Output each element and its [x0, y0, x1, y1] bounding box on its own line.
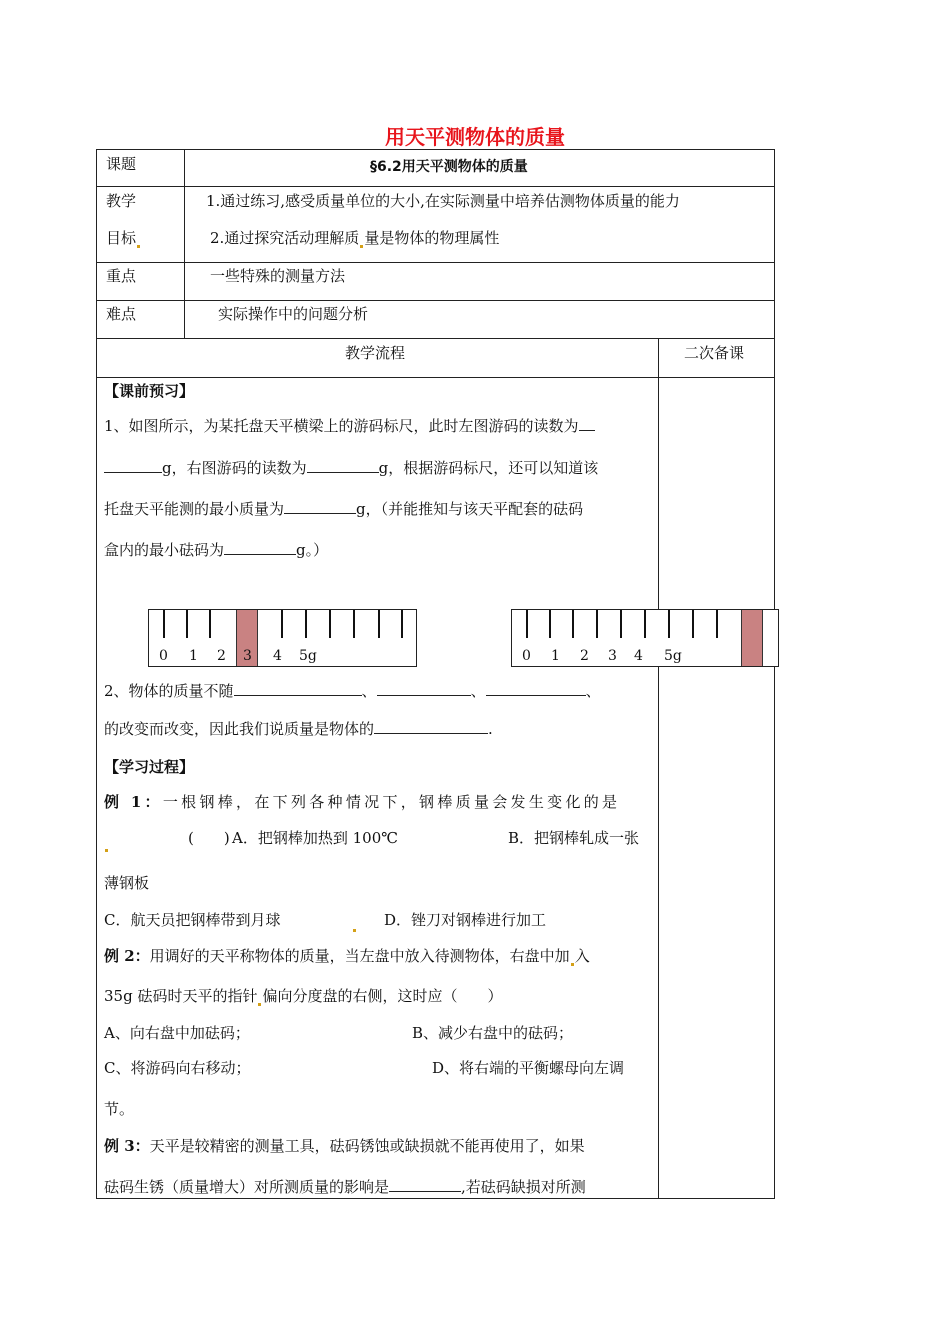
key-point-value: 一些特殊的测量方法: [210, 267, 346, 285]
q1-text-1: 1、如图所示，为某托盘天平横梁上的游码标尺，此时左图游码的读数为: [104, 417, 579, 435]
rider-scale-left: [148, 609, 417, 667]
ex2-line-1: [104, 946, 590, 966]
preview-heading: 【课前预习】: [104, 382, 195, 400]
q2-end: .: [488, 720, 493, 738]
goal-line-1: 1.通过练习,感受质量单位的大小,在实际测量中培养估测物体质量的能力: [206, 192, 680, 210]
ex2-option-c: C、将游码向右移动；: [104, 1059, 251, 1077]
difficulty-value: 实际操作中的问题分析: [218, 305, 369, 323]
ex2-line-2: [104, 986, 502, 1006]
ex2-text-b: 入: [574, 947, 590, 965]
label-column-divider: [184, 149, 185, 338]
q2-text-2: 的改变而改变，因此我们说质量是物体的: [104, 720, 375, 738]
goal-line-2a: 2.通过探究活动理解质: [210, 229, 360, 247]
ex1-paren: ( ): [188, 829, 230, 847]
goal-line-2: [210, 228, 499, 248]
answer-blank: [234, 681, 362, 696]
goal-label-text: 目标: [106, 229, 137, 247]
q2-separator: 、: [470, 682, 486, 700]
ex1-line-1: [104, 792, 620, 812]
scale-tick: [549, 610, 551, 638]
process-heading: 【学习过程】: [104, 758, 195, 776]
row-label-goal-1: 教学: [106, 192, 137, 210]
ex3-text-2a: 砝码生锈（质量增大）对所测质量的影响是: [104, 1178, 390, 1196]
ex1-mark: [104, 832, 109, 852]
scale-tick: [668, 610, 670, 638]
row-divider: [96, 300, 775, 301]
ex2-option-a: A、向右盘中加砝码；: [104, 1024, 250, 1042]
scale-label: 0: [159, 648, 168, 664]
row-divider: [96, 377, 775, 378]
ex2-text-2a: 35g 砝码时天平的指针: [104, 987, 258, 1005]
answer-blank: [104, 458, 162, 473]
scale-label: 5g: [664, 648, 682, 664]
scale-tick: [526, 610, 528, 638]
ex3-text-2b: ,若砝码缺损对所测: [461, 1178, 586, 1196]
ex1-option-d: D．锉刀对钢棒进行加工: [384, 911, 547, 929]
q2-line-2: [104, 719, 493, 739]
scale-tick: [644, 610, 646, 638]
ex1-label: 例 1：: [104, 793, 163, 811]
mark-dot: [137, 245, 140, 248]
q2-separator: 、: [585, 682, 601, 700]
scale-tick: [716, 610, 718, 638]
scale-label: 2: [217, 648, 226, 664]
ex3-text: 天平是较精密的测量工具，砝码锈蚀或缺损就不能再使用了，如果: [149, 1137, 585, 1155]
ex1-option-c: C．航天员把钢棒带到月球: [104, 911, 281, 929]
ex1-mark-2: [352, 912, 357, 932]
ex2-option-d-cont: 节。: [104, 1100, 135, 1118]
row-label-goal-2: [106, 228, 141, 248]
ex2-text-a: 用调好的天平称物体的质量，当左盘中放入待测物体，右盘中加: [149, 947, 570, 965]
answer-blank: [307, 458, 379, 473]
scale-tick: [692, 610, 694, 638]
scale-label: 3: [243, 648, 252, 664]
q1-text-3a: 托盘天平能测的最小质量为: [104, 500, 285, 518]
q1-line-3: [104, 499, 583, 519]
scale-label: 5g: [299, 648, 317, 664]
row-divider: [96, 262, 775, 263]
row-divider: [96, 338, 775, 339]
mark-dot: [360, 245, 363, 248]
scale-label: 4: [273, 648, 282, 664]
ex3-line-2: [104, 1177, 586, 1197]
scale-tick: [596, 610, 598, 638]
ex1-text: 一根钢棒，在下列各种情况下，钢棒质量会发生变化的是: [162, 793, 621, 811]
q1-text-3b: g，（并能推知与该天平配套的砝码: [356, 500, 584, 518]
row-divider: [96, 186, 775, 187]
q2-line-1: [104, 681, 601, 701]
ex2-label: 例 2：: [104, 947, 150, 965]
answer-blank: [284, 499, 356, 514]
rider-scale-right: [511, 609, 779, 667]
scale-label: 1: [551, 648, 560, 664]
q1-text-4a: 盒内的最小砝码为: [104, 541, 225, 559]
ex3-label: 例 3：: [104, 1137, 150, 1155]
q1-text-4b: g。）: [296, 541, 329, 559]
page-title: 用天平测物体的质量: [385, 125, 565, 149]
ex2-option-d: D、将右端的平衡螺母向左调: [432, 1059, 625, 1077]
q1-text-2b: g，根据游码标尺，还可以知道该: [378, 459, 599, 477]
scale-tick: [163, 610, 165, 638]
rider-slider-right: [741, 610, 763, 666]
q1-line-4: [104, 540, 328, 560]
answer-blank: [374, 719, 488, 734]
scale-tick: [329, 610, 331, 638]
answer-blank: [389, 1177, 461, 1192]
scale-label: 0: [522, 648, 531, 664]
scale-tick: [620, 610, 622, 638]
table-bottom-border: [96, 1198, 775, 1199]
ex2-option-b: B、减少右盘中的砝码；: [412, 1024, 574, 1042]
flow-header: 教学流程: [345, 344, 406, 362]
revision-header: 二次备课: [684, 344, 745, 362]
answer-blank: [224, 540, 296, 555]
topic-value: §6.2用天平测物体的质量: [370, 159, 528, 175]
q2-text-1: 2、物体的质量不随: [104, 682, 234, 700]
ex2-text-2b: 偏向分度盘的右侧，这时应（ ）: [262, 987, 503, 1005]
scale-label: 4: [634, 648, 643, 664]
scale-label: 1: [189, 648, 198, 664]
answer-blank: [486, 681, 586, 696]
answer-blank: [377, 681, 471, 696]
scale-tick: [186, 610, 188, 638]
answer-blank: [579, 416, 595, 431]
q1-line-2: [104, 458, 598, 478]
scale-tick: [401, 610, 403, 638]
mark-dot: [353, 929, 356, 932]
q2-separator: 、: [361, 682, 377, 700]
table-top-border: [96, 149, 775, 150]
table-left-border: [96, 149, 97, 1199]
q1-text-2a: g，右图游码的读数为: [162, 459, 307, 477]
goal-line-2b: 量是物体的物理属性: [364, 229, 500, 247]
scale-label: 2: [580, 648, 589, 664]
ex3-line-1: [104, 1136, 585, 1156]
ex1-option-b-cont: 薄钢板: [104, 874, 150, 892]
scale-tick: [305, 610, 307, 638]
ex1-option-b: B．把钢棒轧成一张: [508, 829, 640, 847]
scale-tick: [353, 610, 355, 638]
row-label-key: 重点: [106, 267, 137, 285]
row-label-topic: 课题: [106, 155, 137, 173]
scale-tick: [209, 610, 211, 638]
table-right-border: [774, 149, 775, 1199]
scale-tick: [378, 610, 380, 638]
scale-label: 3: [608, 648, 617, 664]
q1-line-1: [104, 416, 595, 436]
row-label-difficulty: 难点: [106, 305, 137, 323]
mark-dot: [571, 963, 574, 966]
flow-column-divider: [658, 338, 659, 1198]
scale-tick: [572, 610, 574, 638]
scale-tick: [281, 610, 283, 638]
ex1-option-a: A．把钢棒加热到 100℃: [232, 829, 399, 847]
mark-dot: [105, 849, 108, 852]
